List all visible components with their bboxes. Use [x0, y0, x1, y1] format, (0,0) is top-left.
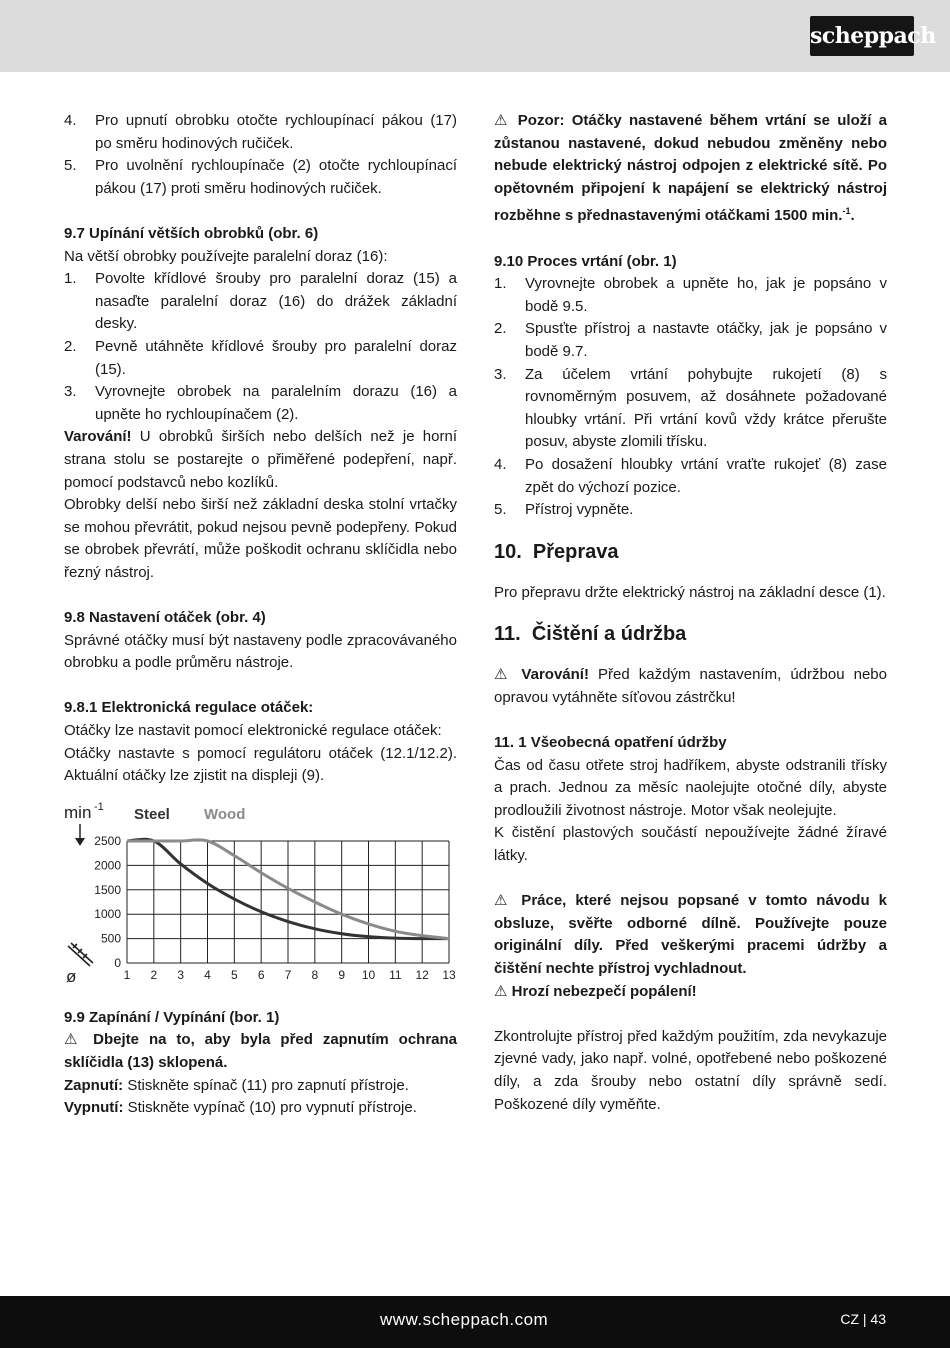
- x-tick-label: 5: [230, 967, 238, 982]
- list-number: 5.: [494, 501, 507, 519]
- y-axis-label-exponent: -1: [94, 800, 104, 813]
- warning-label: Varování!: [64, 428, 132, 446]
- y-tick-label: 1500: [94, 882, 121, 897]
- paragraph: [64, 1075, 457, 1098]
- on-text: Stiskněte spínač (11) pro zapnutí přístroje.: [123, 1076, 409, 1094]
- x-tick-label: 6: [257, 967, 265, 982]
- paragraph: [64, 1097, 457, 1120]
- scheppach-logo: scheppach: [810, 16, 914, 56]
- list-item: [494, 499, 887, 522]
- paragraph: Otáčky nastavte s pomocí regulátoru otáček (12.1/12.2).: [64, 744, 457, 762]
- y-tick-label: 2500: [94, 833, 121, 848]
- paragraph: K čistění plastových součástí nepoužívejte žádné žíravé látky.: [494, 824, 887, 865]
- x-tick-label: 8: [311, 967, 319, 982]
- on-label: Zapnutí:: [64, 1076, 124, 1094]
- list-item: [64, 155, 457, 200]
- warning-paragraph: ⚠ Hrozí nebezpečí popálení!: [494, 982, 697, 1000]
- list-item: [64, 268, 457, 336]
- list-text: Přístroj vypněte.: [525, 501, 634, 519]
- x-tick-label: 1: [123, 967, 131, 982]
- header-bar: [0, 0, 950, 72]
- y-tick-label: 0: [114, 955, 121, 970]
- off-label: Vypnutí:: [64, 1099, 124, 1117]
- section-title-9-7: 9.7 Upínání větších obrobků (obr. 6): [64, 224, 319, 242]
- y-tick-label: 1000: [94, 907, 121, 922]
- speed-chart-svg: [64, 798, 464, 996]
- list-number: 2.: [64, 337, 77, 355]
- off-text: Stiskněte vypínač (10) pro vypnutí přístroje.: [123, 1099, 417, 1117]
- x-tick-label: 11: [389, 967, 402, 982]
- paragraph: Aktuální otáčky lze zjistit na displeji (9).: [64, 767, 325, 785]
- page-number: CZ | 43: [840, 1311, 886, 1327]
- list-number: 4.: [64, 112, 77, 129]
- legend-entry-steel: Steel: [134, 805, 170, 823]
- warning-paragraph: ⚠ Práce, které nejsou popsané v tomto návodu k obsluze, svěřte odborné dílně. Používejte pouze originální díly. Před veškerými pracemi údržby a čištění nechte přístroj vychladnout.: [494, 892, 887, 977]
- x-tick-label: 9: [338, 967, 346, 982]
- x-tick-label: 7: [284, 967, 292, 982]
- x-tick-label: 13: [442, 967, 456, 982]
- list-item: [64, 381, 457, 426]
- left-column: [64, 110, 457, 1120]
- list-item: [494, 364, 887, 454]
- list-item: [494, 318, 887, 363]
- x-axis-label: ø: [66, 966, 77, 986]
- list-item: [494, 273, 887, 318]
- list-item: [494, 454, 887, 499]
- section-title-9-8: 9.8 Nastavení otáček (obr. 4): [64, 609, 266, 627]
- drill-bit-icon: [68, 943, 93, 966]
- y-axis-arrow-head: [75, 838, 85, 846]
- list-number: 1.: [494, 275, 507, 293]
- list-text: Povolte křídlové šrouby pro paralelní doraz (15) a nasaďte paralelní doraz (16) do drážek základní desky.: [95, 270, 457, 333]
- warning-triangle-icon: ⚠: [64, 1031, 84, 1049]
- website-link[interactable]: www.scheppach.com: [380, 1310, 549, 1329]
- legend-entry-wood: Wood: [204, 805, 246, 823]
- warning-triangle-icon: ⚠: [494, 982, 508, 1000]
- list-number: 2.: [494, 320, 507, 338]
- paragraph: Otáčky lze nastavit pomocí elektronické regulace otáček:: [64, 722, 442, 740]
- y-axis-label: min: [64, 802, 92, 822]
- x-tick-label: 3: [177, 967, 185, 982]
- x-tick-label: 4: [204, 967, 211, 982]
- list-number: 3.: [64, 383, 77, 401]
- section-heading-10: 10. Přeprava: [494, 540, 619, 563]
- list-text: Spusťte přístroj a nastavte otáčky, jak je popsáno v bodě 9.7.: [525, 320, 887, 360]
- list-text: Vyrovnejte obrobek a upněte ho, jak je popsáno v bodě 9.5.: [525, 275, 887, 315]
- speed-chart: [64, 798, 464, 996]
- list-number: 3.: [494, 365, 507, 383]
- section-title-9-9: 9.9 Zapínání / Vypínání (bor. 1): [64, 1008, 280, 1026]
- paragraph: Obrobky delší nebo širší než základní deska stolní vrtačky se mohou převrátit, pokud nejsou pevně podepřeny. Pokud se obrobek převrátí, může poškodit ochranu sklíčidla nebo řezný nástroj.: [64, 496, 457, 581]
- right-column: [494, 110, 887, 1116]
- paragraph: Na větší obrobky používejte paralelní doraz (16):: [64, 247, 388, 265]
- x-tick-label: 10: [361, 967, 376, 982]
- warning-paragraph: [64, 426, 457, 494]
- list-number: 1.: [64, 270, 77, 288]
- list-item: [64, 110, 457, 155]
- list-text: Pevně utáhněte křídlové šrouby pro paralelní doraz (15).: [95, 337, 457, 378]
- caution-paragraph: ⚠ Pozor: Otáčky nastavené během vrtání se uloží a zůstanou nastavené, dokud nebudou změněny nebo nebude elektrický nástroj odpojen z elektrické sítě. Po opětovném připojení k napájení se elektrický nástroj rozběhne s přednastavenými otáčkami 1500 min.$^{-1}$.: [494, 112, 887, 225]
- section-title-9-8-1: 9.8.1 Elektronická regulace otáček:: [64, 699, 314, 717]
- list-item: [64, 336, 457, 381]
- section-title-11-1: 11. 1 Všeobecná opatření údržby: [494, 734, 727, 752]
- list-text: Pro upnutí obrobku otočte rychloupínací pákou (17) po směru hodinových ručiček.: [95, 112, 457, 152]
- warning-triangle-icon: ⚠: [494, 666, 513, 684]
- warning-triangle-icon: ⚠: [494, 112, 511, 129]
- footer-bar: [0, 1296, 950, 1348]
- paragraph: Zkontrolujte přístroj před každým použitím, zda nevykazuje zjevné vady, jako např. volné, opotřebené nebo poškozené díly, a zda šrouby nebo ostatní díly správně sedí. Poškozené díly vyměňte.: [494, 1027, 887, 1113]
- list-text: Po dosažení hloubky vrtání vraťte rukojeť (8) zase zpět do výchozí pozice.: [525, 455, 887, 496]
- warning-paragraph: ⚠ Dbejte na to, aby byla před zapnutím ochrana sklíčidla (13) sklopená.: [64, 1031, 458, 1071]
- x-tick-label: 12: [415, 967, 429, 982]
- warning-text: U obrobků širších nebo delších než je horní strana stolu se postarejte o přiměřené podepření, např. pomocí podstavců nebo kozlíků.: [64, 428, 457, 491]
- list-text: Za účelem vrtání pohybujte rukojetí (8) s rovnoměrným posuvem, až dosáhnete požadované hloubky vrtání. Při vrtání kovů vždy krátce přerušte posuv, abyste zlomili třísku.: [525, 365, 887, 451]
- y-tick-label: 500: [100, 931, 121, 946]
- list-text: Vyrovnejte obrobek na paralelním dorazu (16) a upněte ho rychloupínačem (2).: [95, 383, 457, 423]
- section-title-9-10: 9.10 Proces vrtání (obr. 1): [494, 252, 677, 270]
- list-number: 4.: [494, 455, 507, 473]
- section-heading-11: 11. Čištění a údržba: [494, 623, 687, 646]
- warning-triangle-icon: ⚠: [494, 892, 513, 910]
- y-tick-label: 2000: [94, 858, 121, 873]
- list-number: 5.: [64, 157, 77, 175]
- list-text: Pro uvolnění rychloupínače (2) otočte rychloupínací pákou (17) proti směru hodinových ručiček.: [95, 157, 457, 197]
- paragraph: Čas od času otřete stroj hadříkem, abyste odstranili třísky a prach. Jednou za měsíc naolejujte otočné díly, abyste prodloužili životnost nástroje. Motor však neolejujte.: [494, 756, 887, 819]
- warning-paragraph: ⚠ Varování! Před každým nastavením, údržbou nebo opravou vytáhněte síťovou zástrčku!: [494, 666, 887, 706]
- paragraph: Správné otáčky musí být nastaveny podle zpracovávaného obrobku a podle průměru nástroje.: [64, 631, 457, 672]
- paragraph: Pro přepravu držte elektrický nástroj na základní desce (1).: [494, 583, 886, 601]
- x-tick-label: 2: [150, 967, 158, 982]
